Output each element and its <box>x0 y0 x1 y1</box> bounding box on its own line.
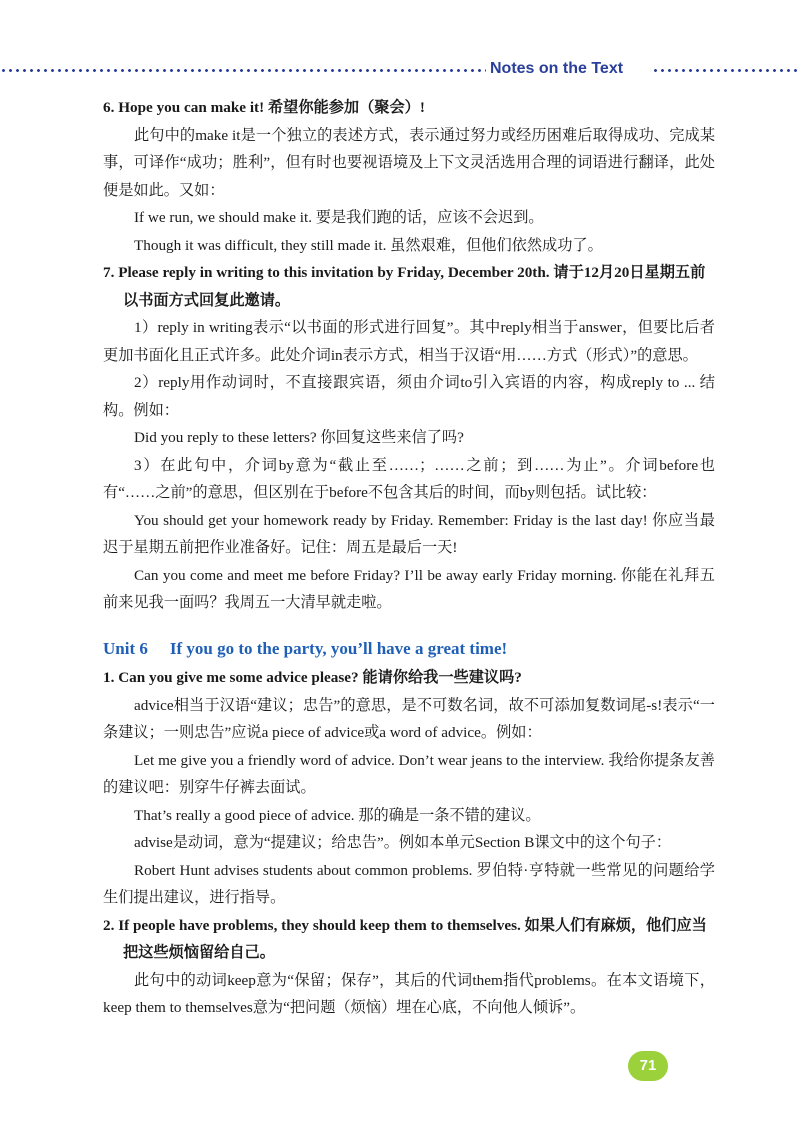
unit-title <box>103 635 715 663</box>
note-6-heading <box>103 94 715 122</box>
header-dotted-rule-left <box>0 69 486 72</box>
running-header <box>0 58 800 82</box>
paragraph: 2）reply用作动词时，不直接跟宾语，须由介词to引入宾语的内容，构成reply to ... 结构。例如： <box>103 374 715 419</box>
paragraph: 此句中的动词keep意为“保留；保存”，其后的代词them指代problems。在本文语境下，keep them to themselves意为“把问题（烦恼）埋在心底，不向他人倾诉”。 <box>103 971 715 1016</box>
page-content <box>103 94 715 1022</box>
note-1-heading <box>103 664 715 692</box>
example-sentence: You should get your homework ready by Friday. Remember: Friday is the last day! 你应当最迟于星期五前把作业准备好。记住：周五是最后一天! <box>103 511 715 556</box>
example-sentence: Let me give you a friendly word of advice. Don’t wear jeans to the interview. 我给你提条友善的建议吧：别穿牛仔裤去面试。 <box>103 751 715 796</box>
example-sentence: Though it was difficult, they still made it. 虽然艰难，但他们依然成功了。 <box>134 236 603 254</box>
unit-label: Unit 6 <box>103 638 148 658</box>
example-sentence: Robert Hunt advises students about common problems. 罗伯特·亨特就一些常见的问题给学生们提出建议，进行指导。 <box>103 861 715 906</box>
example-sentence: That’s really a good piece of advice. 那的确是一条不错的建议。 <box>134 806 541 824</box>
note-7-heading <box>103 259 715 314</box>
paragraph: advise是动词，意为“提建议；给忠告”。例如本单元Section B课文中的这个句子： <box>134 834 672 851</box>
paragraph: 此句中的make it是一个独立的表述方式，表示通过努力或经历困难后取得成功、完成某事，可译作“成功；胜利”，但有时也要视语境及上下文灵活选用合理的词语进行翻译，此处便是如此。又如： <box>103 126 715 199</box>
note-number: 6. <box>103 99 115 116</box>
note-number: 2. <box>103 916 115 934</box>
paragraph: advice相当于汉语“建议；忠告”的意思，是不可数名词，故不可添加复数词尾-s!表示“一条建议；一则忠告”应说a piece of advice或a word of advice。例如： <box>103 696 715 741</box>
header-title: Notes on the Text <box>490 60 624 77</box>
note-heading-text: Can you give me some advice please? 能请你给我一些建议吗? <box>118 669 522 686</box>
note-heading-text: If people have problems, they should keep them to themselves. 如果人们有麻烦，他们应当把这些烦恼留给自己。 <box>118 916 707 961</box>
paragraph: 3）在此句中，介词by意为“截止至……；……之前；到……为止”。介词before也有“……之前”的意思，但区别在于before不包含其后的时间，而by则包括。试比较： <box>103 456 715 501</box>
note-number: 1. <box>103 669 115 686</box>
example-sentence: Did you reply to these letters? 你回复这些来信了吗? <box>134 429 464 446</box>
paragraph: 1）reply in writing表示“以书面的形式进行回复”。其中reply相当于answer，但要比后者更加书面化且正式许多。此处介词in表示方式，相当于汉语“用……方式（形式）”的意思。 <box>103 319 715 364</box>
note-heading-text: Hope you can make it! 希望你能参加（聚会）! <box>118 99 425 116</box>
note-2-heading <box>103 912 715 967</box>
example-sentence: Can you come and meet me before Friday? I’ll be away early Friday morning. 你能在礼拜五前来见我一面吗？我周五一大清早就走啦。 <box>103 566 715 611</box>
note-heading-text: Please reply in writing to this invitation by Friday, December 20th. 请于12月20日星期五前以书面方式回复此邀请。 <box>118 264 706 309</box>
page-number-badge: 71 <box>628 1051 668 1081</box>
header-dotted-rule-right <box>652 69 800 72</box>
note-number: 7. <box>103 264 115 281</box>
unit-title-text: If you go to the party, you’ll have a great time! <box>169 638 508 658</box>
example-sentence: If we run, we should make it. 要是我们跑的话，应该不会迟到。 <box>134 209 544 226</box>
